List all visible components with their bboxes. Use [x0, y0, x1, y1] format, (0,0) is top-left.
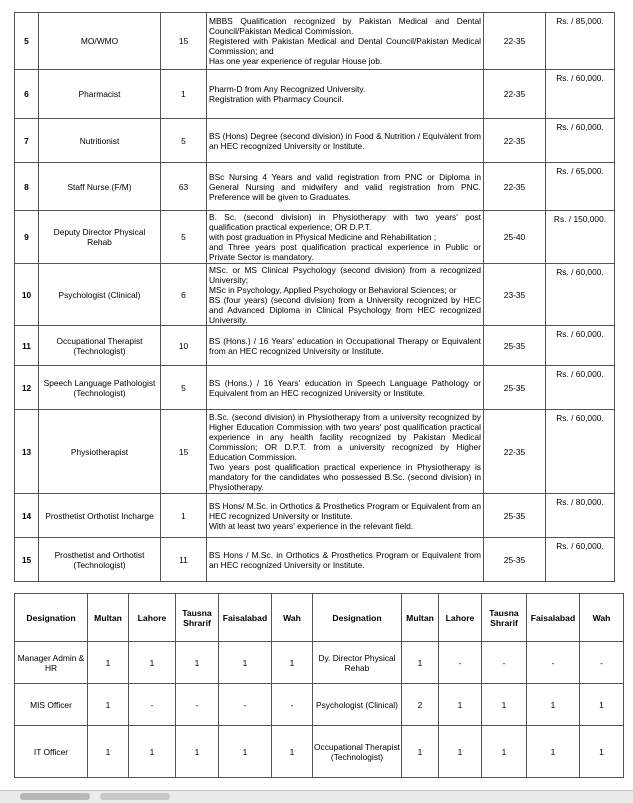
posts-cell: 11	[161, 538, 207, 582]
age-cell: 22-35	[484, 410, 546, 494]
designation-cell: Deputy Director Physical Rehab	[39, 211, 161, 264]
count-cell: 1	[88, 726, 129, 778]
column-header: Designation	[15, 594, 88, 642]
salary-cell: Rs. / 60,000.	[546, 70, 615, 119]
qualification-line: MSc. or MS Clinical Psychology (second division) from a recognized University;	[209, 264, 481, 285]
row-number: 14	[15, 494, 39, 538]
count-cell: 1	[402, 726, 439, 778]
designation-cell: Prosthetist and Orthotist (Technologist)	[39, 538, 161, 582]
age-cell: 23-35	[484, 264, 546, 326]
designation-cell: Staff Nurse (F/M)	[39, 163, 161, 211]
qualification-line: MSc in Psychology, Applied Psychology or Behavioral Sciences; or	[209, 284, 457, 295]
qualification-line: Registered with Pakistan Medical and Dental Council/Pakistan Medical Commission; and	[209, 36, 481, 56]
table-row	[15, 726, 624, 778]
designation-cell: Manager Admin & HR	[15, 642, 88, 684]
count-cell: -	[176, 684, 219, 726]
count-cell: 1	[219, 726, 272, 778]
designation-cell: Prosthetist Orthotist Incharge	[39, 494, 161, 538]
qualification-line: BS (Hons.) / 16 Years' education in Speech Language Pathology or Equivalent from an HEC recognized University or Institute.	[209, 377, 481, 398]
row-number: 7	[15, 119, 39, 163]
count-cell: -	[272, 684, 313, 726]
salary-cell: Rs. / 60,000.	[546, 410, 615, 494]
qualification-line: Two years post qualification practical experience in Physiotherapy is mandatory for the candidates who possessed B.Sc. (second division) in Physiotherapy.	[209, 461, 481, 492]
table-row	[15, 264, 615, 326]
count-cell: 1	[272, 726, 313, 778]
row-number: 8	[15, 163, 39, 211]
count-cell: 1	[439, 684, 482, 726]
age-cell: 22-35	[484, 119, 546, 163]
count-cell: 1	[580, 726, 624, 778]
designation-cell: Psychologist (Clinical)	[313, 684, 402, 726]
qualification-line: B.Sc. (second division) in Physiotherapy from a university recognized by Higher Education Commission with two years' post qualification practical experience in any health facility recognized by Pakistan Medical Commission; OR D.P.T. from a university recognized by Higher Education Commission.	[209, 411, 481, 462]
row-number: 9	[15, 211, 39, 264]
count-cell: -	[129, 684, 176, 726]
posts-cell: 63	[161, 163, 207, 211]
column-header: Wah	[580, 594, 624, 642]
count-cell: -	[527, 642, 580, 684]
count-cell: 2	[402, 684, 439, 726]
column-header: Multan	[402, 594, 439, 642]
count-cell: -	[580, 642, 624, 684]
qualification-line: Pharm-D from Any Recognized University.	[209, 84, 366, 94]
salary-cell: Rs. / 60,000.	[546, 264, 615, 326]
row-number: 10	[15, 264, 39, 326]
qualification-line: BS (Hons) Degree (second division) in Food & Nutrition / Equivalent from an HEC recognized University or Institute.	[209, 130, 481, 151]
designation-cell: Dy. Director Physical Rehab	[313, 642, 402, 684]
column-header: Lahore	[439, 594, 482, 642]
age-cell: 25-35	[484, 366, 546, 410]
posts-cell: 15	[161, 13, 207, 70]
age-cell: 22-35	[484, 13, 546, 70]
count-cell: 1	[402, 642, 439, 684]
distribution-table	[14, 593, 624, 778]
table-row	[15, 494, 615, 538]
qualification-cell	[207, 211, 484, 264]
salary-cell: Rs. / 85,000.	[546, 13, 615, 70]
designation-cell: MIS Officer	[15, 684, 88, 726]
table-row	[15, 410, 615, 494]
qualification-cell	[207, 264, 484, 326]
distribution-header-row	[15, 594, 624, 642]
designation-cell: Occupational Therapist (Technologist)	[39, 326, 161, 366]
age-cell: 22-35	[484, 163, 546, 211]
designation-cell: Psychologist (Clinical)	[39, 264, 161, 326]
qualification-cell	[207, 70, 484, 119]
count-cell: 1	[176, 642, 219, 684]
qualification-cell	[207, 410, 484, 494]
table-row	[15, 211, 615, 264]
row-number: 5	[15, 13, 39, 70]
count-cell: 1	[439, 726, 482, 778]
column-header: Lahore	[129, 594, 176, 642]
qualification-line: MBBS Qualification recognized by Pakistan Medical and Dental Council/Pakistan Medical Commission.	[209, 16, 481, 36]
qualification-cell	[207, 538, 484, 582]
count-cell: 1	[88, 684, 129, 726]
row-number: 12	[15, 366, 39, 410]
horizontal-scrollbar[interactable]	[0, 790, 633, 803]
posts-cell: 6	[161, 264, 207, 326]
table-row	[15, 13, 615, 70]
table-row	[15, 163, 615, 211]
row-number: 11	[15, 326, 39, 366]
salary-cell: Rs. / 60,000.	[546, 538, 615, 582]
qualification-cell	[207, 163, 484, 211]
table-row	[15, 326, 615, 366]
age-cell: 25-35	[484, 326, 546, 366]
salary-cell: Rs. / 80,000.	[546, 494, 615, 538]
salary-cell: Rs. / 65,000.	[546, 163, 615, 211]
count-cell: 1	[272, 642, 313, 684]
count-cell: 1	[580, 684, 624, 726]
count-cell: -	[482, 642, 527, 684]
count-cell: 1	[527, 726, 580, 778]
column-header: Tausna Shrarif	[482, 594, 527, 642]
qualification-line: Has one year experience of regular House job.	[209, 56, 383, 66]
posts-cell: 5	[161, 119, 207, 163]
table-row	[15, 366, 615, 410]
table-row	[15, 684, 624, 726]
qualification-line: and Three years post qualification practical experience in Public or Private Sector is mandatory.	[209, 242, 481, 262]
scrollbar-track-segment	[100, 793, 170, 800]
count-cell: 1	[482, 726, 527, 778]
column-header: Tausna Shrarif	[176, 594, 219, 642]
posts-cell: 10	[161, 326, 207, 366]
count-cell: 1	[219, 642, 272, 684]
qualification-cell	[207, 119, 484, 163]
table-row	[15, 538, 615, 582]
count-cell: 1	[527, 684, 580, 726]
designation-cell: Physiotherapist	[39, 410, 161, 494]
qualification-cell	[207, 366, 484, 410]
column-header: Multan	[88, 594, 129, 642]
qualification-line: With at least two years' experience in the relevant field.	[209, 520, 414, 531]
designation-cell: Nutritionist	[39, 119, 161, 163]
posts-cell: 5	[161, 366, 207, 410]
qualification-cell	[207, 494, 484, 538]
salary-cell: Rs. / 60,000.	[546, 366, 615, 410]
salary-cell: Rs. / 60,000.	[546, 326, 615, 366]
qualification-line: with post graduation in Physical Medicine and Rehabilitation ;	[209, 232, 437, 242]
age-cell: 25-35	[484, 538, 546, 582]
designation-cell: Occupational Therapist (Technologist)	[313, 726, 402, 778]
table-row	[15, 642, 624, 684]
qualification-line: Registration with Pharmacy Council.	[209, 94, 344, 104]
qualification-line: BSc Nursing 4 Years and valid registration from PNC or Diploma in General Nursing and midwifery and valid registration from PNC. Preference will be given to Graduates.	[209, 171, 481, 202]
designation-cell: Speech Language Pathologist (Technologist)	[39, 366, 161, 410]
qualification-line: BS (four years) (second division) from a University recognized by HEC and Advanced Diploma in Clinical Psychology from HEC recognized University.	[209, 294, 481, 325]
posts-cell: 15	[161, 410, 207, 494]
count-cell: 1	[129, 642, 176, 684]
column-header: Wah	[272, 594, 313, 642]
qualification-line: BS (Hons.) / 16 Years' education in Occupational Therapy or Equivalent from an HEC recognized University or Institute.	[209, 335, 481, 356]
count-cell: 1	[129, 726, 176, 778]
qualification-line: BS Hons / M.Sc. in Orthotics & Prosthetics Program or Equivalent from an HEC recognized University or Institute.	[209, 549, 481, 570]
positions-table	[14, 12, 615, 582]
designation-cell: Pharmacist	[39, 70, 161, 119]
designation-cell: MO/WMO	[39, 13, 161, 70]
column-header: Faisalabad	[527, 594, 580, 642]
row-number: 6	[15, 70, 39, 119]
table-row	[15, 70, 615, 119]
count-cell: -	[439, 642, 482, 684]
qualification-line: B. Sc. (second division) in Physiotherapy with two years' post qualification practical experience; OR D.P.T.	[209, 212, 481, 232]
count-cell: 1	[482, 684, 527, 726]
row-number: 13	[15, 410, 39, 494]
count-cell: -	[219, 684, 272, 726]
designation-cell: IT Officer	[15, 726, 88, 778]
age-cell: 22-35	[484, 70, 546, 119]
table-row	[15, 119, 615, 163]
posts-cell: 1	[161, 494, 207, 538]
row-number: 15	[15, 538, 39, 582]
salary-cell: Rs. / 150,000.	[546, 211, 615, 264]
age-cell: 25-40	[484, 211, 546, 264]
column-header: Faisalabad	[219, 594, 272, 642]
age-cell: 25-35	[484, 494, 546, 538]
count-cell: 1	[176, 726, 219, 778]
scrollbar-thumb[interactable]	[20, 793, 90, 800]
salary-cell: Rs. / 60,000.	[546, 119, 615, 163]
posts-cell: 5	[161, 211, 207, 264]
qualification-line: BS Hons/ M.Sc. in Orthotics & Prosthetics Program or Equivalent from an HEC recognized University or Institute.	[209, 500, 481, 521]
qualification-cell	[207, 13, 484, 70]
posts-cell: 1	[161, 70, 207, 119]
count-cell: 1	[88, 642, 129, 684]
column-header: Designation	[313, 594, 402, 642]
qualification-cell	[207, 326, 484, 366]
